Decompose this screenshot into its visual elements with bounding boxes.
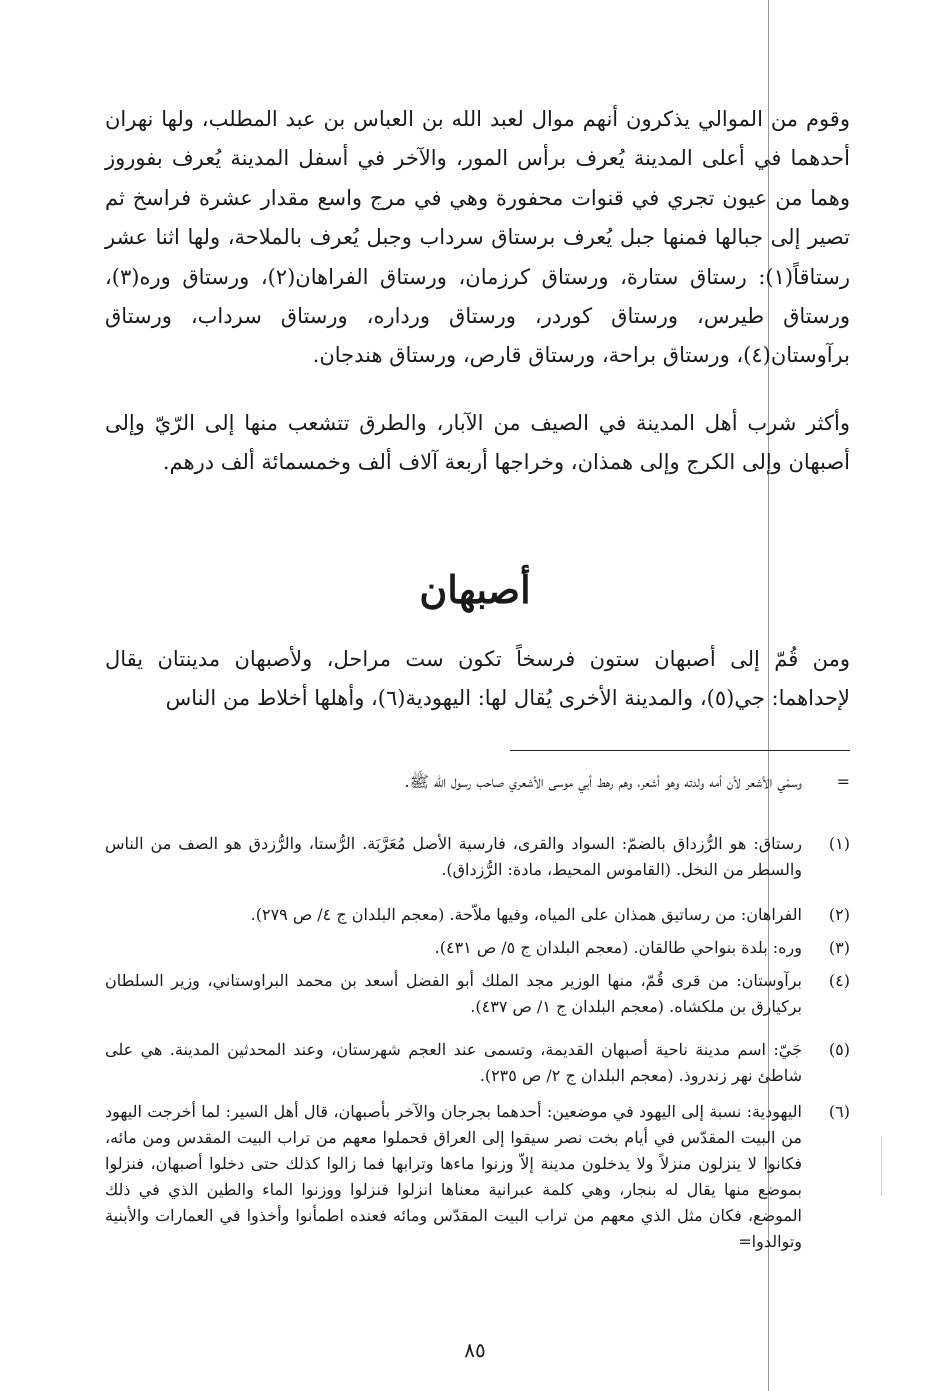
paragraph-text: وأكثر شرب أهل المدينة في الصيف من الآبار، والطرق تتشعب منها إلى الرّيّ وإلى أصبهان وإلى الكرج وإلى همذان، وخراجها أربعة آلاف ألف وخمسمائة ألف درهم. [105,411,850,475]
footnote-3 [105,935,850,961]
section-heading: أصبهان [419,567,531,612]
body-paragraph-3 [105,640,850,719]
footnote-number: (٤) [828,971,850,990]
footnote-text: اليهودية: نسبة إلى اليهود في موضعين: أحدهما بجرجان والآخر بأصبهان، قال أهل السير: لما أخرجت اليهود من البيت المقدّس في أيام بخت نصر سيقوا إلى العراق فحملوا معهم من تراب البيت المقدس ومن مائه، فكانوا لا ينزلون منزلاً ولا يدخلون مدينة إلاّ وزنوا ماءها وترابها فما زالوا كذلك حتى دخلوا أصبهان، فنزلوا بموضع منها يقال له بنجار، وهي كلمة عبرانية معناها انزلوا فنزلوا ووزنوا الماء والطين الذي في ذلك الموضع، فكان مثل الذي معهم من تراب البيت المقدّس ومائه فعنده اطمأنوا وأخذوا في العمارات والأبنية وتوالدوا= [105,1102,803,1251]
footnote-number: (٣) [828,938,850,957]
footnote-number: (١) [828,834,850,853]
footnote-continuation-marker: = [836,772,850,791]
footnote-separator [510,750,850,751]
body-paragraph-1 [105,100,850,376]
footnote-5 [105,1037,850,1089]
scan-edge-mark [881,1136,882,1196]
footnote-text: وره: بلدة بنواحي طالقان. (معجم البلدان ج ٥/ ص ٤٣١). [434,938,802,957]
footnote-text: الفراهان: من رساتيق همذان على المياه، وفيها ملاّحة. (معجم البلدان ج ٤/ ص ٢٧٩). [250,905,802,924]
paragraph-text: ومن قُمّ إلى أصبهان ستون فرسخاً تكون ست مراحل، ولأصبهان مدينتان يقال لإحداهما: جي(٥)، والمدينة الأخرى يُقال لها: اليهودية(٦)، وأهلها أخلاط من الناس [105,647,850,711]
footnote-number: (٢) [828,905,850,924]
footnote-4 [105,968,850,1020]
footnote-2 [105,902,850,928]
footnote-number: (٥) [828,1040,850,1059]
page-number: ٨٥ [464,1338,486,1362]
footnote-text: برآوستان: من قرى قُمّ، منها الوزير مجد الملك أبو الفضل أسعد بن محمد البراوستاني، وزير السلطان بركيارق بن ملكشاه. (معجم البلدان ج ١/ ص ٤٣٧). [105,971,802,1016]
paragraph-text: وقوم من الموالي يذكرون أنهم موال لعبد الله بن العباس بن عبد المطلب، ولها نهران أحدهما في أعلى المدينة يُعرف برأس المور، والآخر في أسفل المدينة يُعرف بفوروز وهما من عيون تجري في قنوات محفورة وهي في مرج واسع مقدار عشرة فراسخ ثم تصير إلى جبالها فمنها جبل يُعرف برستاق سرداب وجبل يُعرف بالملاحة، ولها اثنا عشر رستاقاً(١): رستاق ستارة، ورستاق كرزمان، ورستاق الفراهان(٢)، ورستاق وره(٣)، ورستاق طيرس، ورستاق كوردر، ورستاق ورداره، ورستاق سرداب، ورستاق برآوستان(٤)، ورستاق براحة، ورستاق قارص، ورستاق هندجان. [105,107,850,368]
footnote-text: رستاق: هو الرُّزداق بالضمّ: السواد والقرى، فارسية الأصل مُعَرَّبَة. الرُّستا، والرُّزدق هو الصف من الناس والسطر من النخل. (القاموس المحيط، مادة: الرُّزداق). [105,834,802,879]
body-paragraph-2 [105,404,850,483]
footnote-1 [105,831,850,883]
footnote-continuation [105,769,850,795]
footnote-number: (٦) [828,1102,850,1121]
footnote-text: جَيّ: اسم مدينة ناحية أصبهان القديمة، وتسمى عند العجم شهرستان، وعند المحدثين المدينة. هي على شاطئ نهر زندروذ. (معجم البلدان ج ٢/ ص ٢٣٥). [105,1040,802,1085]
footnote-text: وسمّي الأشعر لأن أمه ولدته وهو أشعر، وهم رهط أبي موسى الأشعري صاحب رسول الله ﷺ. [404,772,802,791]
footnote-6 [105,1099,850,1255]
